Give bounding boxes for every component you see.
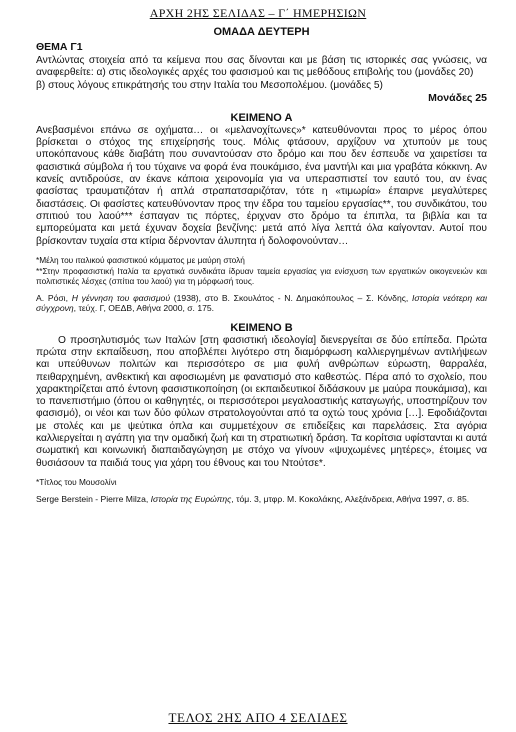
text-b-source-prefix: Serge Berstein - Pierre Milza, — [36, 493, 151, 504]
page-header-text: ΑΡΧΗ 2ΗΣ ΣΕΛΙΔΑΣ – Γ΄ ΗΜΕΡΗΣΙΩΝ — [149, 6, 367, 20]
text-a-source-book: Ιστορία νεότερη και σύγχρονη — [36, 292, 487, 314]
text-a-notes — [36, 255, 487, 286]
text-b-note-1: *Τίτλος του Μουσολίνι — [36, 476, 117, 487]
text-b-source-suffix: , τόμ. 3, μτφρ. Μ. Κοκολάκης, Αλεξάνδρεια, Αθήνα 1997, σ. 85. — [231, 493, 470, 504]
text-b-body: Ο προσηλυτισμός των Ιταλών [στη φασιστική ιδεολογία] διενεργείται σε δύο επίπεδα. Πρώτα πρώτα στην εκπαίδευση, που αποβλέπει λιγότερο στη διαμόρφωση καλλιεργημένων αντιλήψεων και υπεύθυνων πολιτών και περισσότερο σε μια φυλή ανθρώπων εύρωστη, θαρραλέα, πειθαρχημένη, ανθεκτική και αφοσιωμένη με φανατισμό στο καθεστώς. Πέρα από το σχολείο, που χαρακτηρίζεται από έντονη φασιστικοποίηση (οι εκπαιδευτικοί διδάσκουν με μαύρα πουκάμισα), και το πανεπιστήμιο (όπου οι καθηγητές, οι περισσότεροι μεγαλοαστικής καταγωγής, υποστηρίζουν τον φασισμό), οι νέοι και των δύο φύλων στρατολογούνται από τα οχτώ τους χρόνια […]. Εφοδιάζονται με στολές και με ψεύτικα όπλα και συμμετέχουν σε επιδείξεις και παρελάσεις. Στα αγόρια καλλιεργείται η αγάπη για την ομαδική ζωή και τη στρατιωτική δράση. Τα κορίτσια υφίστανται κι αυτά σωματική και κοινωνική διαπαιδαγώγηση με στόχο να γίνουν «ψυχωμένες μητέρες», έτοιμες να θυσιάσουν τα παιδιά τους για χάρη του έθνους και του Ντούτσε*. — [36, 334, 487, 469]
group-title: ΟΜΑΔΑ ΔΕΥΤΕΡΗ — [213, 26, 310, 38]
text-b-title: ΚΕΙΜΕΝΟ Β — [230, 321, 293, 334]
marks-label: Μονάδες 25 — [428, 91, 487, 104]
text-a-body: Ανεβασμένοι επάνω σε οχήματα… οι «μελανοχίτωνες»* κατευθύνονται προς το μέρος όπου βρίσκεται ο στόχος της επιχείρησής τους. Μόλις φτάσουν, αρχίζουν να χτυπούν με τους υποκόπανους κάθε διαβάτη που συναντούσαν στο δρόμο και που δεν έσπευδε να χαιρετίσει τα φασιστικά σύμβολα ή του τύχαινε να φορά ένα πουκάμισο, ένα μαντήλι και μια γραβάτα κόκκινη. Αν κανείς αντιδρούσε, αν έκανε κάποια χειρονομία για να υπερασπιστεί τον εαυτό του, αν ένας φασίστας τραυματιζόταν ή απλά στραπατσαριζόταν, τότε η «τιμωρία» έπαιρνε μεγαλύτερες διαστάσεις. Οι φασίστες κατευθύνονταν προς την έδρα του ταμείου εργασίας**, του συνδικάτου, του σπιτιού του λαού*** έσπαγαν τις πόρτες, έριχναν στο δρόμο τα έπιπλα, τα βιβλία και τα εμπορεύματα και μετά έχυναν δοχεία βενζίνης: μετά από λίγα λεπτά όλα καίγονταν. Αυτοί που βρίσκονταν τυχαία στα κτίρια δέρνονταν άλυπητα ή δολοφονούνταν… — [36, 124, 487, 247]
page-header — [0, 6, 516, 21]
text-a-source-suffix: , τεύχ. Γ, ΟΕΔΒ, Αθήνα 2000, σ. 175. — [73, 303, 215, 314]
question-b: β) στους λόγους επικράτησής του στην Ιταλία του Μεσοπολέμου. (μονάδες 5) — [36, 79, 383, 91]
text-a-note-2: **Στην προφασιστική Ιταλία τα εργατικά συνδικάτα ίδρυαν ταμεία εργασίας για ενίσχυση των εργατικών οικογενειών και πολιτιστικές λέσχες (σπίτια του λαού) για τη μόρφωσή τους. — [36, 265, 487, 286]
text-a-source-prefix: Α. Ρόσι, — [36, 292, 72, 303]
text-b-source — [36, 494, 487, 504]
text-a-source-work: Η γέννηση του φασισμού — [71, 292, 171, 303]
page-content — [36, 26, 487, 504]
question-a: Αντλώντας στοιχεία από τα κείμενα που σας δίνονται και με βάση τις ιστορικές σας γνώσεις, να αναφερθείτε: α) στις ιδεολογικές αρχές του φασισμού και τις μεθόδους επιβολής του (μονάδες 20) — [36, 55, 487, 79]
text-b-notes — [36, 477, 487, 487]
page-footer — [0, 710, 516, 726]
page-footer-text: ΤΕΛΟΣ 2ΗΣ ΑΠΟ 4 ΣΕΛΙΔΕΣ — [168, 710, 348, 725]
text-a-source-middle: (1938), στο Β. Σκουλάτος - Ν. Δημακόπουλος – Σ. Κόνδης, — [170, 292, 412, 303]
text-a-source — [36, 293, 487, 314]
text-a-title: ΚΕΙΜΕΝΟ Α — [230, 111, 293, 124]
text-a-note-1: *Μέλη του ιταλικού φασιστικού κόμματος με μαύρη στολή — [36, 254, 245, 265]
subject-title: ΘΕΜΑ Γ1 — [36, 41, 83, 53]
text-b-source-work: Ιστορία της Ευρώπης — [150, 493, 232, 504]
